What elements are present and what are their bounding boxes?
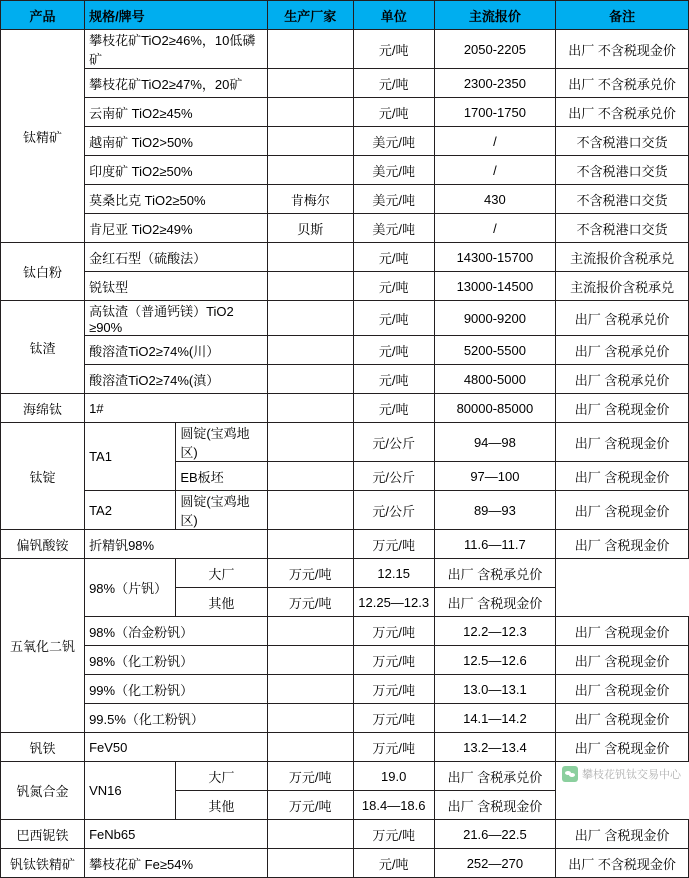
cell-maker: 其他 [176,588,267,617]
cell-unit: 美元/吨 [353,127,434,156]
cell-maker [267,820,353,849]
cell-spec: 酸溶渣TiO2≥74%(川） [85,336,268,365]
cell-unit: 元/吨 [353,98,434,127]
cell-price: 1700-1750 [434,98,556,127]
cell-remark: 出厂 含税现金价 [556,704,689,733]
cell-unit: 万元/吨 [267,588,353,617]
cell-unit: 元/公斤 [353,423,434,462]
table-row [1,704,689,733]
table-row [1,530,689,559]
cell-remark: 不含税港口交货 [556,185,689,214]
cell-maker: 大厂 [176,762,267,791]
cell-price: 14300-15700 [434,243,556,272]
cell-product: 钒氮合金 [1,762,85,820]
cell-unit: 万元/吨 [353,675,434,704]
cell-maker [267,243,353,272]
table-row [1,820,689,849]
cell-maker [267,530,353,559]
cell-maker [267,301,353,336]
table-body [1,30,689,878]
cell-price: 13.2—13.4 [434,733,556,762]
cell-price: 4800-5000 [434,365,556,394]
cell-unit: 元/吨 [353,272,434,301]
cell-unit: 元/吨 [353,301,434,336]
cell-unit: 元/公斤 [353,491,434,530]
table-row [1,762,689,791]
cell-unit: 元/吨 [353,336,434,365]
cell-spec: 肯尼亚 TiO2≥49% [85,214,268,243]
cell-price: / [434,156,556,185]
cell-remark: 出厂 含税现金价 [556,530,689,559]
cell-unit: 万元/吨 [353,820,434,849]
cell-remark: 主流报价含税承兑 [556,272,689,301]
cell-unit: 万元/吨 [353,530,434,559]
cell-remark: 出厂 含税现金价 [434,791,556,820]
cell-spec: FeNb65 [85,820,268,849]
cell-maker [267,849,353,878]
cell-spec: 越南矿 TiO2>50% [85,127,268,156]
cell-remark: 出厂 含税现金价 [556,617,689,646]
cell-spec: 折精钒98% [85,530,268,559]
cell-unit: 美元/吨 [353,185,434,214]
cell-product: 偏钒酸铵 [1,530,85,559]
cell-maker [267,646,353,675]
cell-price: 14.1—14.2 [434,704,556,733]
cell-spec: 99.5%（化工粉钒） [85,704,268,733]
cell-product: 钛锭 [1,423,85,530]
cell-maker [267,733,353,762]
cell-price: 21.6—22.5 [434,820,556,849]
cell-price: 2050-2205 [434,30,556,69]
table-row [1,272,689,301]
cell-maker [267,675,353,704]
cell-product: 钛精矿 [1,30,85,243]
cell-product: 钒钛铁精矿 [1,849,85,878]
cell-unit: 元/公斤 [353,462,434,491]
table-row [1,156,689,185]
table-row [1,30,689,69]
table-row [1,365,689,394]
table-row [1,423,689,462]
cell-maker [267,127,353,156]
cell-product: 海绵钛 [1,394,85,423]
cell-spec: 高钛渣（普通钙镁）TiO2 ≥90% [85,301,268,336]
cell-spec: 莫桑比克 TiO2≥50% [85,185,268,214]
cell-unit: 美元/吨 [353,156,434,185]
cell-remark: 出厂 含税现金价 [556,423,689,462]
cell-maker [267,423,353,462]
table-row [1,675,689,704]
table-header [1,1,689,30]
table-row [1,849,689,878]
cell-unit: 元/吨 [353,69,434,98]
cell-unit: 元/吨 [353,849,434,878]
table-row [1,617,689,646]
cell-maker [267,30,353,69]
cell-remark: 出厂 含税现金价 [556,733,689,762]
cell-remark: 出厂 含税现金价 [556,394,689,423]
cell-maker [267,156,353,185]
cell-remark: 出厂 含税承兑价 [556,301,689,336]
cell-spec: VN16 [85,762,176,820]
cell-spec: 攀枝花矿TiO2≥46%，10低磷矿 [85,30,268,69]
table-header-row [1,1,689,30]
cell-spec: 酸溶渣TiO2≥74%(滇） [85,365,268,394]
cell-spec-sub: 圆锭(宝鸡地区) [176,423,267,462]
cell-maker [267,336,353,365]
table-row [1,336,689,365]
cell-unit: 万元/吨 [267,791,353,820]
cell-remark: 出厂 含税承兑价 [434,559,556,588]
column-header-unit: 单位 [353,1,434,30]
watermark-text: 攀枝花钒钛交易中心 [582,769,681,781]
cell-spec: 98%（片钒） [85,559,176,617]
cell-unit: 元/吨 [353,30,434,69]
cell-price: 5200-5500 [434,336,556,365]
cell-unit: 万元/吨 [267,762,353,791]
cell-remark: 出厂 含税承兑价 [434,762,556,791]
cell-spec-sub: EB板坯 [176,462,267,491]
cell-price: 19.0 [353,762,434,791]
cell-maker [267,617,353,646]
cell-unit: 万元/吨 [353,704,434,733]
cell-maker [267,365,353,394]
cell-maker: 大厂 [176,559,267,588]
cell-product: 五氧化二钒 [1,559,85,733]
cell-price: 12.15 [353,559,434,588]
column-header-product: 产品 [1,1,85,30]
cell-spec: 攀枝花矿 Fe≥54% [85,849,268,878]
cell-maker: 贝斯 [267,214,353,243]
table-row [1,185,689,214]
column-header-maker: 生产厂家 [267,1,353,30]
table-row [1,127,689,156]
cell-unit: 万元/吨 [353,646,434,675]
cell-maker [267,462,353,491]
cell-spec: 98%（冶金粉钒） [85,617,268,646]
table-row [1,646,689,675]
table-row [1,733,689,762]
cell-price: 89—93 [434,491,556,530]
cell-maker [267,394,353,423]
cell-spec: 攀枝花矿TiO2≥47%，20矿 [85,69,268,98]
cell-price: 11.6—11.7 [434,530,556,559]
cell-price: 12.5—12.6 [434,646,556,675]
cell-unit: 万元/吨 [267,559,353,588]
cell-maker [267,69,353,98]
cell-price: 9000-9200 [434,301,556,336]
cell-price: 13.0—13.1 [434,675,556,704]
cell-spec: 98%（化工粉钒） [85,646,268,675]
cell-product: 钛白粉 [1,243,85,301]
cell-unit: 万元/吨 [353,733,434,762]
cell-remark: 不含税港口交货 [556,214,689,243]
cell-spec: 1# [85,394,268,423]
cell-unit: 元/吨 [353,243,434,272]
cell-spec-sub: 圆锭(宝鸡地区) [176,491,267,530]
column-header-remark: 备注 [556,1,689,30]
column-header-price: 主流报价 [434,1,556,30]
cell-remark: 出厂 不含税承兑价 [556,98,689,127]
cell-maker [267,491,353,530]
cell-maker: 其他 [176,791,267,820]
cell-remark: 不含税港口交货 [556,156,689,185]
cell-spec: FeV50 [85,733,268,762]
table-row [1,214,689,243]
table-row [1,98,689,127]
cell-unit: 元/吨 [353,365,434,394]
table-row [1,394,689,423]
cell-spec: TA2 [85,491,176,530]
cell-spec: 99%（化工粉钒） [85,675,268,704]
cell-remark: 主流报价含税承兑 [556,243,689,272]
cell-spec: 锐钛型 [85,272,268,301]
cell-unit: 元/吨 [353,394,434,423]
table-row [1,69,689,98]
cell-remark: 不含税港口交货 [556,127,689,156]
cell-price: / [434,214,556,243]
cell-remark: 出厂 含税现金价 [434,588,556,617]
cell-remark: 出厂 含税现金价 [556,646,689,675]
cell-spec: 云南矿 TiO2≥45% [85,98,268,127]
table-row [1,559,689,588]
cell-price: 80000-85000 [434,394,556,423]
table-row [1,491,689,530]
cell-remark: 出厂 含税现金价 [556,462,689,491]
cell-unit: 美元/吨 [353,214,434,243]
cell-maker: 肯梅尔 [267,185,353,214]
cell-unit: 万元/吨 [353,617,434,646]
table-row [1,301,689,336]
cell-maker [267,704,353,733]
cell-remark: 出厂 含税现金价 [556,491,689,530]
cell-remark: 出厂 含税现金价 [556,675,689,704]
cell-remark: 出厂 不含税现金价 [556,849,689,878]
cell-price: 94—98 [434,423,556,462]
cell-remark: 出厂 不含税现金价 [556,30,689,69]
cell-maker [267,272,353,301]
column-header-spec: 规格/牌号 [85,1,268,30]
cell-product: 巴西铌铁 [1,820,85,849]
cell-maker [267,98,353,127]
cell-spec: 金红石型（硫酸法） [85,243,268,272]
cell-remark: 出厂 不含税承兑价 [556,69,689,98]
cell-remark: 出厂 含税现金价 [556,820,689,849]
cell-product: 钛渣 [1,301,85,394]
cell-price: / [434,127,556,156]
cell-price: 13000-14500 [434,272,556,301]
cell-remark: 出厂 含税承兑价 [556,336,689,365]
cell-remark: 出厂 含税承兑价 [556,365,689,394]
cell-spec: 印度矿 TiO2≥50% [85,156,268,185]
cell-price: 12.25—12.3 [353,588,434,617]
table-row [1,243,689,272]
cell-spec: TA1 [85,423,176,491]
cell-price: 12.2—12.3 [434,617,556,646]
cell-price: 97—100 [434,462,556,491]
cell-price: 430 [434,185,556,214]
cell-price: 18.4—18.6 [353,791,434,820]
cell-price: 2300-2350 [434,69,556,98]
cell-price: 252—270 [434,849,556,878]
cell-product: 钒铁 [1,733,85,762]
